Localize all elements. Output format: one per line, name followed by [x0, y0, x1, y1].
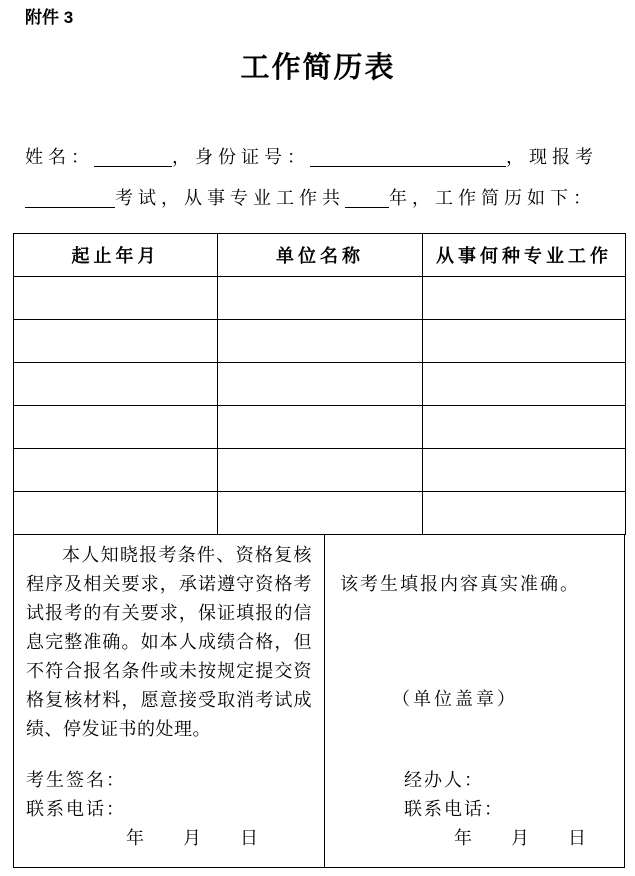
unit-phone-label: 联系电话：: [404, 799, 504, 819]
table-cell: [218, 277, 423, 320]
applying-label: 现报考: [529, 147, 598, 167]
table-cell: [14, 363, 218, 406]
table-cell: [423, 492, 626, 535]
header-cell-period: 起止年月: [14, 234, 218, 277]
table-cell: [423, 449, 626, 492]
header-cell-work: 从事何种专业工作: [423, 234, 626, 277]
table-cell: [14, 277, 218, 320]
unit-date-line: 年 月 日: [454, 828, 587, 848]
unit-signature-block: [340, 766, 612, 853]
table-cell: [423, 320, 626, 363]
intro-paragraph: [25, 144, 613, 226]
exam-name-blank-field: [25, 189, 115, 208]
table-cell: [14, 492, 218, 535]
years-blank-field: [345, 189, 389, 208]
signature-section: [13, 534, 625, 868]
candidate-signature-label: 考生签名：: [26, 770, 126, 790]
resume-table-body: [14, 277, 626, 535]
name-label: 姓名：: [25, 147, 94, 167]
attachment-label: 附件 3: [25, 8, 74, 27]
table-row: [14, 277, 626, 320]
header-cell-unit: 单位名称: [218, 234, 423, 277]
table-row: [14, 406, 626, 449]
verification-cell: [325, 535, 625, 868]
comma: ，: [506, 147, 529, 167]
handler-label: 经办人：: [404, 770, 484, 790]
table-cell: [14, 449, 218, 492]
years-label: 年，工作简历如下：: [389, 188, 596, 208]
exam-label: 考试，从事专业工作共: [115, 188, 345, 208]
table-cell: [218, 492, 423, 535]
table-cell: [218, 449, 423, 492]
table-cell: [14, 406, 218, 449]
id-number-blank-field: [310, 148, 506, 167]
verification-text: 该考生填报内容真实准确。: [340, 574, 580, 594]
candidate-date-line: 年 月 日: [126, 828, 259, 848]
declaration-cell: [14, 535, 325, 868]
resume-table-header: [14, 234, 626, 277]
candidate-signature-block: [26, 766, 312, 853]
id-number-label: 身份证号：: [195, 147, 310, 167]
candidate-phone-label: 联系电话：: [26, 799, 126, 819]
header-row: [14, 234, 626, 277]
comma: ，: [172, 147, 195, 167]
table-row: [14, 320, 626, 363]
table-row: [14, 449, 626, 492]
table-cell: [218, 363, 423, 406]
table-row: [14, 492, 626, 535]
table-cell: [218, 406, 423, 449]
unit-seal-label: （单位盖章）: [392, 689, 518, 709]
intro-line-2: [25, 185, 613, 226]
resume-table: [13, 233, 626, 535]
table-cell: [423, 277, 626, 320]
table-cell: [218, 320, 423, 363]
page-title: 工作简历表: [240, 52, 396, 84]
table-cell: [14, 320, 218, 363]
declaration-text: 本人知晓报考条件、资格复核程序及相关要求，承诺遵守资格考试报考的有关要求，保证填报的信息完整准确。如本人成绩合格，但不符合报名条件或未按规定提交资格复核材料，愿意接受取消考试成绩、停发证书的处理。: [26, 545, 312, 739]
intro-line-1: [25, 144, 613, 185]
table-cell: [423, 406, 626, 449]
table-cell: [423, 363, 626, 406]
table-row: [14, 363, 626, 406]
name-blank-field: [94, 148, 172, 167]
